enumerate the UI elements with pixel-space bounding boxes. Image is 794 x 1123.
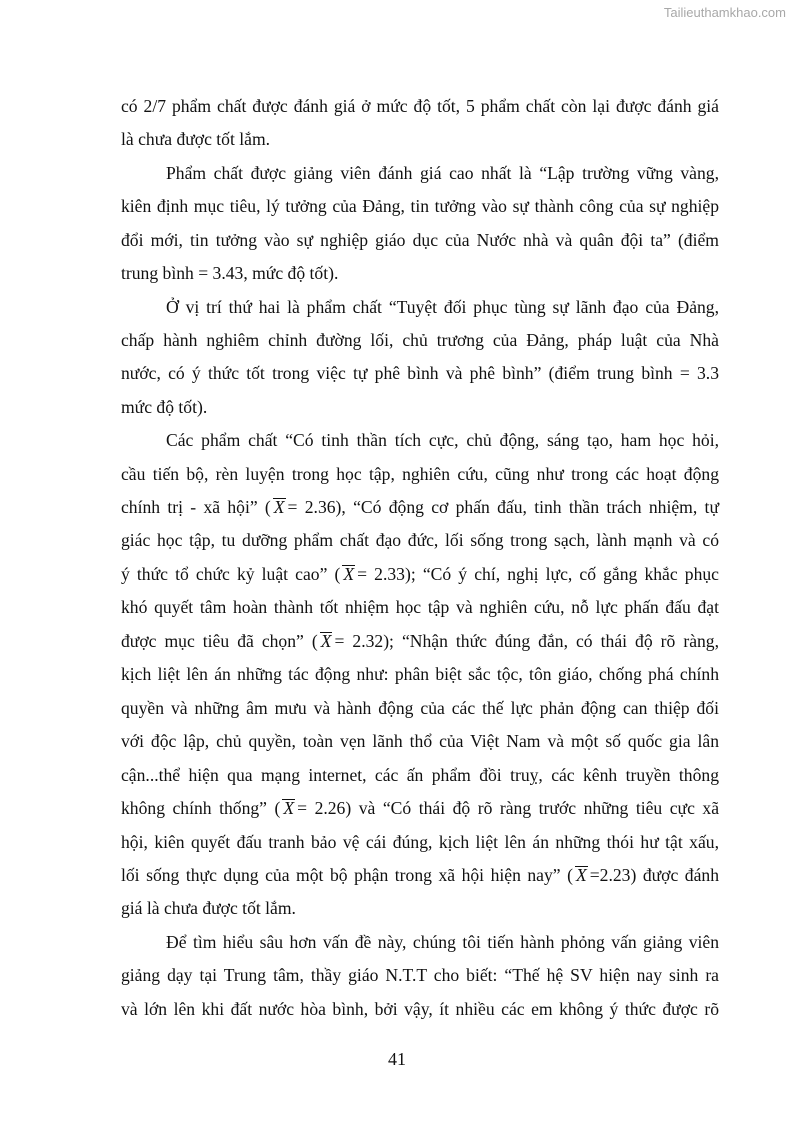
text-line [121, 797, 719, 819]
text-line: cầu tiến bộ, rèn luyện trong học tập, nghiên cứu, cũng như trong các hoạt động [121, 464, 719, 484]
text-segment: = 2.26) và “Có thái độ rõ ràng trước những tiêu cực xã [297, 798, 720, 818]
text-line: chấp hành nghiêm chỉnh đường lối, chủ trương của Đảng, pháp luật của Nhà [121, 330, 719, 350]
text-line: cận...thể hiện qua mạng internet, các ấn phẩm đồi truỵ, các kênh truyền thông [121, 765, 719, 785]
mean-symbol: X [320, 631, 332, 651]
text-line: và lớn lên khi đất nước hòa bình, bởi vậy, ít nhiều các em không ý thức được rõ [121, 999, 719, 1019]
text-line: quyền và những âm mưu và hành động của các thế lực phản động can thiệp đối [121, 698, 719, 718]
text-segment: lối sống thực dụng của một bộ phận trong xã hội hiện nay” ( [121, 865, 573, 885]
text-line: đổi mới, tin tưởng vào sự nghiệp giáo dục của Nước nhà và quân đội ta” (điểm [121, 230, 719, 250]
mean-symbol: X [575, 865, 587, 885]
text-line: hội, kiên quyết đấu tranh bảo vệ cái đúng, kịch liệt lên án những thói hư tật xấu, [121, 832, 719, 852]
text-segment: =2.23) được đánh [589, 865, 719, 885]
text-segment: chính trị - xã hội” ( [121, 497, 271, 517]
text-line: giảng dạy tại Trung tâm, thầy giáo N.T.T cho biết: “Thế hệ SV hiện nay sinh ra [121, 965, 719, 985]
text-segment: được mục tiêu đã chọn” ( [121, 631, 318, 651]
text-segment: = 2.36), “Có động cơ phấn đấu, tinh thần trách nhiệm, tự [287, 497, 719, 517]
text-line: là chưa được tốt lắm. [121, 129, 271, 149]
text-line: khó quyết tâm hoàn thành tốt nhiệm học tập và nghiên cứu, nỗ lực phấn đấu đạt [121, 597, 719, 617]
text-line: kiên định mục tiêu, lý tưởng của Đảng, tin tưởng vào sự thành công của sự nghiệp [121, 196, 719, 216]
text-line: với độc lập, chủ quyền, toàn vẹn lãnh thổ của Việt Nam và một số quốc gia lân [121, 731, 719, 751]
text-segment: không chính thống” ( [121, 798, 281, 818]
text-segment: = 2.33); “Có ý chí, nghị lực, cố gắng khắc phục [357, 564, 719, 584]
text-line: có 2/7 phẩm chất được đánh giá ở mức độ tốt, 5 phẩm chất còn lại được đánh giá [121, 96, 719, 116]
text-line: Để tìm hiểu sâu hơn vấn đề này, chúng tôi tiến hành phỏng vấn giảng viên [166, 932, 719, 952]
page-number: 41 [388, 1049, 406, 1069]
text-segment: = 2.32); “Nhận thức đúng đắn, có thái độ rõ ràng, [334, 631, 719, 651]
text-line: Các phẩm chất “Có tinh thần tích cực, chủ động, sáng tạo, ham học hỏi, [166, 430, 719, 450]
text-line [121, 496, 719, 518]
text-line [121, 630, 719, 652]
text-line [121, 563, 719, 585]
text-line: Phẩm chất được giảng viên đánh giá cao nhất là “Lập trường vững vàng, [166, 163, 719, 183]
text-line: giác học tập, tu dưỡng phẩm chất đạo đức, lối sống trong sạch, lành mạnh và có [121, 530, 719, 550]
text-segment: ý thức tổ chức kỷ luật cao” ( [121, 564, 341, 584]
mean-symbol: X [343, 564, 355, 584]
text-line: Ở vị trí thứ hai là phẩm chất “Tuyệt đối phục tùng sự lãnh đạo của Đảng, [166, 297, 719, 317]
text-line: kịch liệt lên án những tác động như: phân biệt sắc tộc, tôn giáo, chống phá chính [121, 664, 719, 684]
text-line [121, 864, 719, 886]
text-line: giá là chưa được tốt lắm. [121, 898, 296, 918]
text-line: mức độ tốt). [121, 397, 208, 417]
text-line: trung bình = 3.43, mức độ tốt). [121, 263, 339, 283]
mean-symbol: X [273, 497, 285, 517]
text-line: nước, có ý thức tốt trong việc tự phê bình và phê bình” (điểm trung bình = 3.3 [121, 363, 719, 383]
mean-symbol: X [283, 798, 295, 818]
watermark: Tailieuthamkhao.com [663, 5, 786, 20]
